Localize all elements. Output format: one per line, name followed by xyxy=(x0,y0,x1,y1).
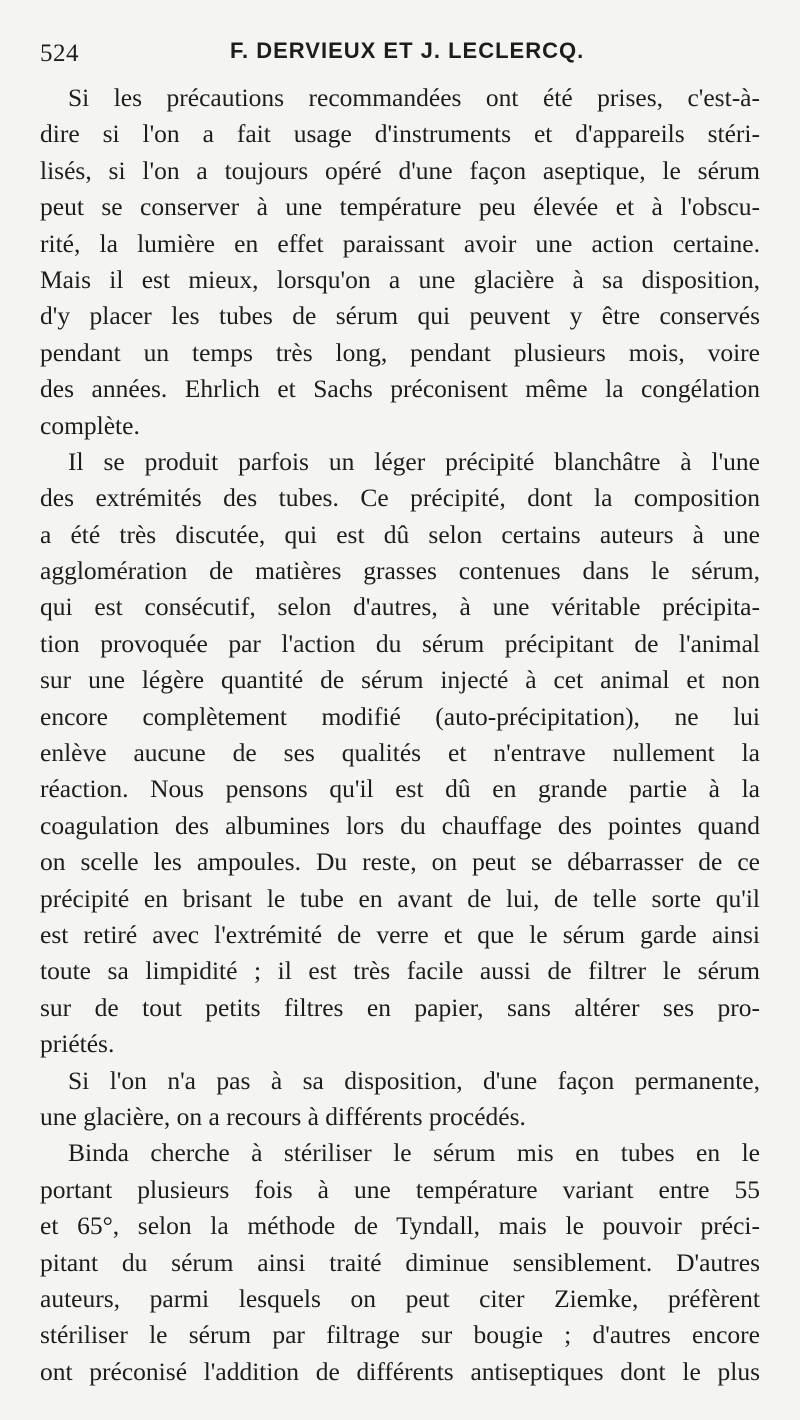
text-line: précipité en brisant le tube en avant de lui, de telle sorte qu'il xyxy=(40,883,760,913)
text-line: tion provoquée par l'action du sérum précipitant de l'animal xyxy=(40,628,760,658)
text-line: pendant un temps très long, pendant plusieurs mois, voire xyxy=(40,337,760,367)
text-line: stériliser le sérum par filtrage sur bougie ; d'autres encore xyxy=(40,1320,760,1350)
text-line: d'y placer les tubes de sérum qui peuvent y être conservés xyxy=(40,301,760,331)
text-line: toute sa limpidité ; il est très facile aussi de filtrer le sérum xyxy=(40,956,760,986)
text-line: a été très discutée, qui est dû selon certains auteurs à une xyxy=(40,519,760,549)
text-line: coagulation des albumines lors du chauffage des pointes quand xyxy=(40,810,760,840)
text-line: Si les précautions recommandées ont été prises, c'est-à- xyxy=(68,83,760,112)
text-line: peut se conserver à une température peu élevée et à l'obscu- xyxy=(40,192,760,222)
text-line: lisés, si l'on a toujours opéré d'une façon aseptique, le sérum xyxy=(40,155,760,185)
text-line: pitant du sérum ainsi traité diminue sensiblement. D'autres xyxy=(40,1247,760,1277)
text-line: enlève aucune de ses qualités et n'entrave nullement la xyxy=(40,738,760,768)
text-line: sur de tout petits filtres en papier, sans altérer ses pro- xyxy=(40,992,760,1022)
body-text xyxy=(40,80,760,1390)
text-line: réaction. Nous pensons qu'il est dû en grande partie à la xyxy=(40,774,760,804)
text-line: une glacière, on a recours à différents procédés. xyxy=(40,1101,526,1131)
text-line: Mais il est mieux, lorsqu'on a une glacière à sa disposition, xyxy=(40,264,760,294)
text-line: est retiré avec l'extrémité de verre et que le sérum garde ainsi xyxy=(40,919,760,949)
text-line: ont préconisé l'addition de différents antiseptiques dont le plus xyxy=(40,1356,760,1386)
text-line: Il se produit parfois un léger précipité blanchâtre à l'une xyxy=(68,446,760,476)
text-line: portant plusieurs fois à une température variant entre 55 xyxy=(40,1174,760,1204)
text-line: Binda cherche à stériliser le sérum mis en tubes en le xyxy=(68,1138,760,1168)
text-line: encore complètement modifié (auto-précipitation), ne lui xyxy=(40,701,760,731)
text-line: on scelle les ampoules. Du reste, on peut se débarrasser de ce xyxy=(40,847,760,877)
text-line: rité, la lumière en effet paraissant avoir une action certaine. xyxy=(40,228,760,258)
text-line: auteurs, parmi lesquels on peut citer Ziemke, préfèrent xyxy=(40,1283,760,1313)
text-line: qui est consécutif, selon d'autres, à une véritable précipita- xyxy=(40,592,760,622)
text-line: Si l'on n'a pas à sa disposition, d'une façon permanente, xyxy=(68,1065,760,1095)
text-line: sur une légère quantité de sérum injecté à cet animal et non xyxy=(40,665,760,695)
text-line: complète. xyxy=(40,410,140,440)
text-line: agglomération de matières grasses contenues dans le sérum, xyxy=(40,556,760,586)
page-number: 524 xyxy=(40,40,79,67)
text-line: dire si l'on a fait usage d'instruments et d'appareils stéri- xyxy=(40,119,760,149)
running-title: F. DERVIEUX ET J. LECLERCQ. xyxy=(230,38,585,63)
text-line: des extrémités des tubes. Ce précipité, dont la composition xyxy=(40,483,760,513)
running-head xyxy=(40,34,760,74)
text-line: et 65°, selon la méthode de Tyndall, mais le pouvoir préci- xyxy=(40,1211,760,1241)
text-line: priétés. xyxy=(40,1029,115,1059)
text-line: des années. Ehrlich et Sachs préconisent même la congélation xyxy=(40,374,760,404)
